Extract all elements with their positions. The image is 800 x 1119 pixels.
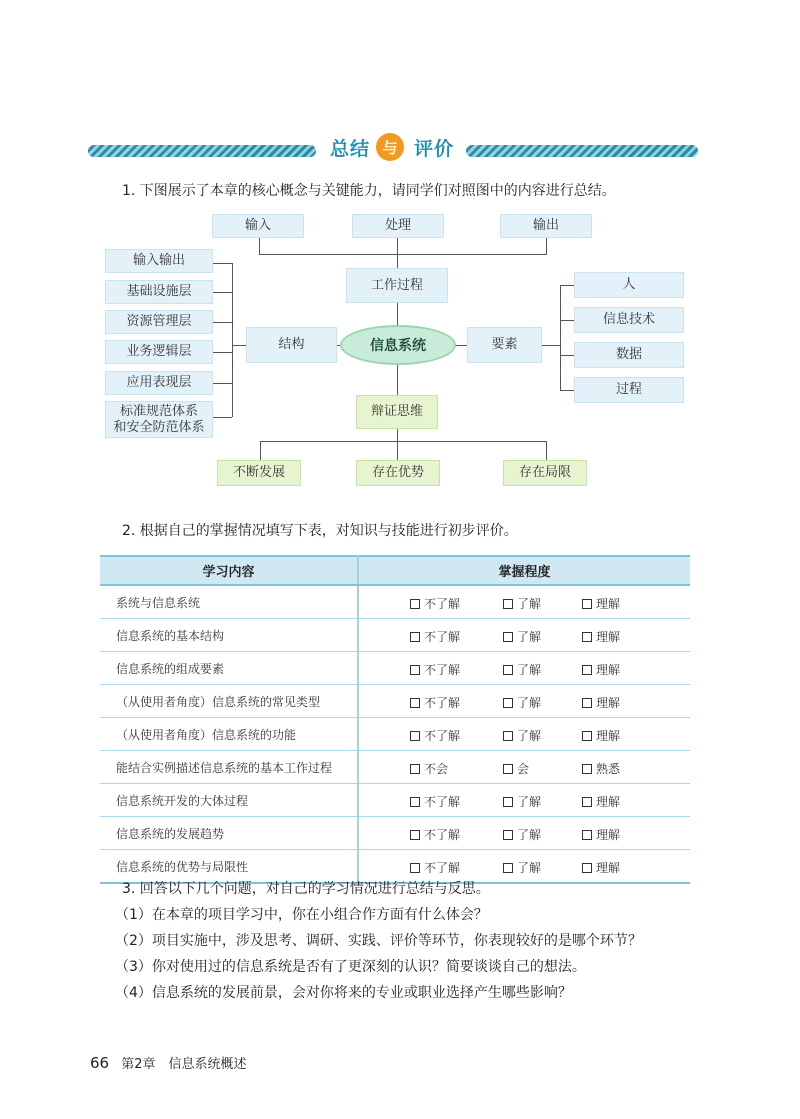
mastery-option[interactable] — [503, 760, 529, 777]
row-content: 信息系统的组成要素 — [100, 652, 358, 685]
node-process: 处理 — [352, 214, 444, 238]
banner-stripe-left — [88, 145, 316, 157]
option-label: 了解 — [517, 597, 542, 611]
mastery-option[interactable] — [503, 628, 541, 645]
mastery-option[interactable] — [582, 727, 620, 744]
checkbox-icon[interactable] — [582, 797, 592, 807]
question-3: （3）你对使用过的信息系统是否有了更深刻的认识？简要谈谈自己的想法。 — [115, 959, 586, 975]
row-options — [358, 751, 690, 784]
checkbox-icon[interactable] — [582, 764, 592, 774]
node-elements: 要素 — [467, 327, 542, 363]
mastery-option[interactable] — [410, 727, 460, 744]
option-label: 不了解 — [424, 597, 461, 611]
checkbox-icon[interactable] — [410, 665, 420, 675]
option-label: 熟悉 — [596, 762, 621, 776]
row-options — [358, 685, 690, 718]
option-label: 理解 — [596, 630, 621, 644]
checkbox-icon[interactable] — [410, 599, 420, 609]
mastery-option[interactable] — [582, 595, 620, 612]
option-label: 了解 — [517, 828, 542, 842]
table-row — [100, 718, 690, 751]
page-number: 66 — [90, 1054, 110, 1072]
mastery-option[interactable] — [503, 826, 541, 843]
row-content: 信息系统的优势与局限性 — [100, 850, 358, 884]
section2-heading: 2. 根据自己的掌握情况填写下表，对知识与技能进行初步评价。 — [122, 523, 518, 539]
table-header-row — [100, 556, 690, 585]
question-4: （4）信息系统的发展前景，会对你将来的专业或职业选择产生哪些影响？ — [115, 985, 572, 1001]
node-advantage: 存在优势 — [356, 460, 440, 486]
node-structure: 结构 — [246, 327, 337, 363]
element-item: 人 — [574, 272, 684, 298]
option-label: 理解 — [596, 696, 621, 710]
checkbox-icon[interactable] — [582, 698, 592, 708]
checkbox-icon[interactable] — [410, 698, 420, 708]
mastery-option[interactable] — [410, 628, 460, 645]
option-label: 不了解 — [424, 795, 461, 809]
checkbox-icon[interactable] — [582, 863, 592, 873]
option-label: 不会 — [424, 762, 449, 776]
checkbox-icon[interactable] — [503, 830, 513, 840]
mastery-option[interactable] — [582, 628, 620, 645]
mastery-option[interactable] — [582, 826, 620, 843]
mastery-option[interactable] — [410, 694, 460, 711]
checkbox-icon[interactable] — [410, 731, 420, 741]
option-label: 不了解 — [424, 630, 461, 644]
option-label: 理解 — [596, 828, 621, 842]
checkbox-icon[interactable] — [503, 863, 513, 873]
checkbox-icon[interactable] — [582, 599, 592, 609]
option-label: 了解 — [517, 861, 542, 875]
table-row — [100, 685, 690, 718]
mastery-option[interactable] — [410, 661, 460, 678]
checkbox-icon[interactable] — [582, 632, 592, 642]
mastery-option[interactable] — [503, 727, 541, 744]
option-label: 了解 — [517, 795, 542, 809]
mastery-option[interactable] — [582, 661, 620, 678]
structure-item: 标准规范体系 和安全防范体系 — [105, 401, 213, 438]
structure-item: 资源管理层 — [105, 310, 213, 334]
mastery-option[interactable] — [582, 694, 620, 711]
table-row — [100, 751, 690, 784]
element-item: 数据 — [574, 342, 684, 368]
node-developing: 不断发展 — [217, 460, 301, 486]
row-content: 信息系统的基本结构 — [100, 619, 358, 652]
option-label: 了解 — [517, 630, 542, 644]
checkbox-icon[interactable] — [582, 731, 592, 741]
checkbox-icon[interactable] — [503, 665, 513, 675]
option-label: 不了解 — [424, 828, 461, 842]
option-label: 理解 — [596, 663, 621, 677]
mastery-option[interactable] — [503, 859, 541, 876]
checkbox-icon[interactable] — [582, 830, 592, 840]
mastery-option[interactable] — [410, 826, 460, 843]
table-row — [100, 784, 690, 817]
table-row — [100, 817, 690, 850]
mastery-option[interactable] — [410, 595, 460, 612]
mastery-option[interactable] — [503, 661, 541, 678]
question-2: （2）项目实施中，涉及思考、调研、实践、评价等环节，你表现较好的是哪个环节？ — [115, 933, 642, 949]
mastery-option[interactable] — [582, 859, 620, 876]
checkbox-icon[interactable] — [582, 665, 592, 675]
option-label: 不了解 — [424, 696, 461, 710]
mastery-option[interactable] — [410, 859, 460, 876]
row-options — [358, 585, 690, 619]
checkbox-icon[interactable] — [410, 830, 420, 840]
row-content: 信息系统开发的大体过程 — [100, 784, 358, 817]
header-mastery: 掌握程度 — [358, 556, 690, 585]
table-row — [100, 585, 690, 619]
row-content: 能结合实例描述信息系统的基本工作过程 — [100, 751, 358, 784]
row-content: （从使用者角度）信息系统的常见类型 — [100, 685, 358, 718]
structure-item: 应用表现层 — [105, 371, 213, 395]
evaluation-table — [100, 555, 690, 884]
element-item: 信息技术 — [574, 307, 684, 333]
checkbox-icon[interactable] — [503, 632, 513, 642]
option-label: 了解 — [517, 729, 542, 743]
checkbox-icon[interactable] — [410, 797, 420, 807]
node-center: 信息系统 — [340, 325, 456, 365]
table-row — [100, 652, 690, 685]
mastery-option[interactable] — [503, 694, 541, 711]
checkbox-icon[interactable] — [503, 797, 513, 807]
element-item: 过程 — [574, 377, 684, 403]
node-output: 输出 — [500, 214, 592, 238]
table-row — [100, 619, 690, 652]
structure-item: 基础设施层 — [105, 280, 213, 304]
row-options — [358, 784, 690, 817]
banner-stripe-right — [466, 145, 698, 157]
page-footer — [90, 1053, 247, 1072]
mastery-option[interactable] — [503, 793, 541, 810]
option-label: 会 — [517, 762, 530, 776]
chapter-title: 第2章 信息系统概述 — [121, 1057, 247, 1072]
option-label: 不了解 — [424, 663, 461, 677]
option-label: 理解 — [596, 795, 621, 809]
checkbox-icon[interactable] — [410, 632, 420, 642]
banner-title-right: 评价 — [414, 138, 455, 160]
mastery-option[interactable] — [410, 793, 460, 810]
option-label: 理解 — [596, 861, 621, 875]
option-label: 了解 — [517, 663, 542, 677]
node-dialectic: 辩证思维 — [356, 395, 438, 429]
banner-and-icon: 与 — [376, 133, 404, 161]
row-options — [358, 817, 690, 850]
option-label: 不了解 — [424, 861, 461, 875]
section1-heading: 1. 下图展示了本章的核心概念与关键能力，请同学们对照图中的内容进行总结。 — [122, 183, 616, 199]
node-work-process: 工作过程 — [346, 268, 448, 303]
row-content: （从使用者角度）信息系统的功能 — [100, 718, 358, 751]
checkbox-icon[interactable] — [410, 764, 420, 774]
row-options — [358, 652, 690, 685]
mastery-option[interactable] — [503, 595, 541, 612]
row-options — [358, 718, 690, 751]
node-input: 输入 — [212, 214, 304, 238]
checkbox-icon[interactable] — [503, 731, 513, 741]
question-1: （1）在本章的项目学习中，你在小组合作方面有什么体会？ — [115, 907, 488, 923]
banner-title-left: 总结 — [330, 138, 371, 160]
checkbox-icon[interactable] — [503, 764, 513, 774]
mastery-option[interactable] — [410, 760, 448, 777]
row-content: 信息系统的发展趋势 — [100, 817, 358, 850]
section3-heading: 3. 回答以下几个问题，对自己的学习情况进行总结与反思。 — [122, 881, 490, 897]
row-content: 系统与信息系统 — [100, 585, 358, 619]
checkbox-icon[interactable] — [503, 599, 513, 609]
option-label: 理解 — [596, 729, 621, 743]
node-limitation: 存在局限 — [503, 460, 587, 486]
mastery-option[interactable] — [582, 760, 620, 777]
checkbox-icon[interactable] — [410, 863, 420, 873]
header-content: 学习内容 — [100, 556, 358, 585]
option-label: 理解 — [596, 597, 621, 611]
structure-item: 输入输出 — [105, 249, 213, 273]
structure-item: 业务逻辑层 — [105, 340, 213, 364]
mastery-option[interactable] — [582, 793, 620, 810]
row-options — [358, 619, 690, 652]
option-label: 不了解 — [424, 729, 461, 743]
option-label: 了解 — [517, 696, 542, 710]
checkbox-icon[interactable] — [503, 698, 513, 708]
